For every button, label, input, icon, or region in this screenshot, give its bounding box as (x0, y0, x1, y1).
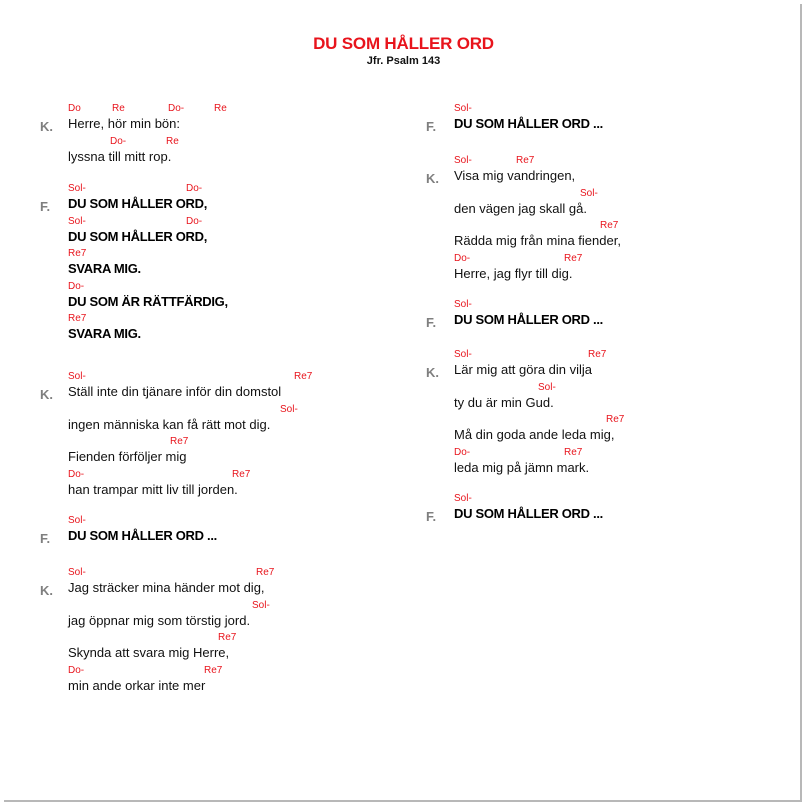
verse-text: han trampar mitt liv till jorden. (68, 481, 238, 497)
chord-label: Re7 (256, 567, 275, 578)
verse-text: leda mig på jämn mark. (454, 459, 590, 475)
chord-label: Do- (168, 103, 185, 114)
chord-label: Sol- (252, 599, 270, 611)
chord-label: Re (166, 135, 179, 147)
chord-label: Re7 (218, 632, 237, 643)
verse-text: min ande orkar inte mer (68, 677, 206, 693)
chord-label: Do- (68, 468, 85, 480)
chord-label: Re7 (68, 248, 87, 259)
chord-label: Do- (68, 664, 85, 676)
cantor-label: K. (426, 171, 439, 186)
cantor-label: K. (40, 387, 53, 402)
song-subtitle: Jfr. Psalm 143 (366, 55, 441, 67)
chord-label: Re7 (600, 220, 619, 231)
refrain-text: DU SOM HÅLLER ORD ... (454, 116, 603, 131)
verse-text: jag öppnar mig som törstig jord. (68, 612, 251, 628)
chord-label: Sol- (454, 493, 472, 504)
verse-text: ty du är min Gud. (454, 394, 554, 410)
chord-label: Sol- (68, 371, 86, 382)
chord-label: Do- (110, 135, 127, 147)
chord-label: Sol- (454, 103, 472, 114)
cantor-label: K. (40, 119, 53, 134)
chord-label: Sol- (68, 515, 86, 526)
chord-label: Re7 (204, 664, 223, 676)
verse-text: Visa mig vandringen, (454, 168, 576, 183)
verse-text: den vägen jag skall gå. (454, 200, 587, 216)
verse-text: Lär mig att göra din vilja (454, 362, 593, 377)
refrain-label: F. (426, 315, 437, 330)
verse-text: Herre, hör min bön: (68, 116, 180, 131)
verse-text: Fienden förföljer mig (68, 449, 187, 464)
chord-label: Re7 (294, 371, 313, 382)
refrain-label: F. (40, 531, 51, 546)
refrain-text: DU SOM HÅLLER ORD, (68, 228, 208, 244)
chord-label: Sol- (68, 215, 86, 227)
chord-label: Sol- (68, 567, 86, 578)
chord-label: Do- (454, 252, 471, 264)
chord-label: Sol- (280, 403, 298, 415)
chord-label: Re7 (516, 155, 535, 166)
verse-text: Må din goda ande leda mig, (454, 427, 615, 442)
chord-label: Re7 (564, 446, 583, 458)
chord-label: Sol- (580, 187, 598, 199)
refrain-text: DU SOM HÅLLER ORD ... (454, 312, 603, 327)
chord-label: Re7 (68, 313, 87, 324)
chord-label: Do- (186, 215, 203, 227)
chord-label: Re7 (606, 414, 625, 425)
chord-label: Re7 (170, 436, 189, 447)
song-title: DU SOM HÅLLER ORD (313, 34, 494, 53)
cantor-label: K. (40, 583, 53, 598)
verse-text: Rädda mig från mina fiender, (454, 233, 621, 248)
chord-label: Sol- (538, 381, 556, 393)
refrain-label: F. (40, 199, 51, 214)
verse-text: lyssna till mitt rop. (68, 148, 172, 164)
chord-label: Sol- (454, 155, 472, 166)
chord-label: Re7 (232, 468, 251, 480)
chord-label: Sol- (454, 349, 472, 360)
chord-label: Re7 (564, 252, 583, 264)
refrain-text: SVARA MIG. (68, 326, 141, 341)
verse-text: ingen människa kan få rätt mot dig. (68, 416, 271, 432)
refrain-text: DU SOM HÅLLER ORD ... (454, 506, 603, 521)
chord-label: Do (68, 103, 81, 114)
cantor-label: K. (426, 365, 439, 380)
chord-label: Do- (68, 280, 85, 292)
refrain-text: DU SOM ÄR RÄTTFÄRDIG, (68, 293, 228, 309)
refrain-text: DU SOM HÅLLER ORD, (68, 196, 208, 211)
chord-label: Do- (186, 183, 203, 194)
chord-label: Re (214, 103, 227, 114)
chord-label: Sol- (68, 183, 86, 194)
verse-text: Ställ inte din tjänare inför din domstol (68, 384, 282, 399)
refrain-text: SVARA MIG. (68, 261, 141, 276)
verse-text: Herre, jag flyr till dig. (454, 265, 573, 281)
chord-label: Sol- (454, 299, 472, 310)
verse-text: Skynda att svara mig Herre, (68, 645, 230, 660)
chord-label: Do- (454, 446, 471, 458)
refrain-label: F. (426, 509, 437, 524)
refrain-label: F. (426, 119, 437, 134)
verse-text: Jag sträcker mina händer mot dig, (68, 580, 265, 595)
chord-label: Re7 (588, 349, 607, 360)
chord-label: Re (112, 103, 125, 114)
refrain-text: DU SOM HÅLLER ORD ... (68, 528, 217, 543)
